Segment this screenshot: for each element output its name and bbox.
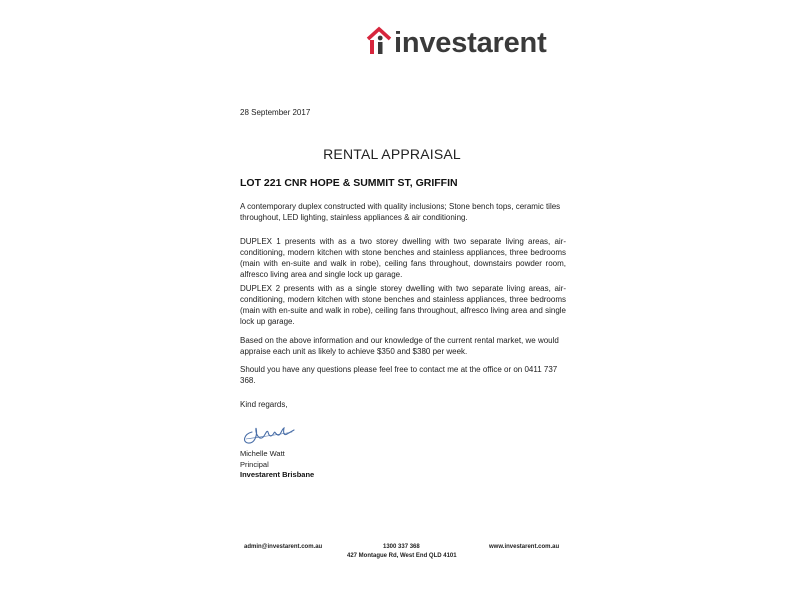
footer-website: www.investarent.com.au xyxy=(489,544,560,550)
signer-organisation: Investarent Brisbane xyxy=(240,470,315,479)
paragraph-intro: A contemporary duplex constructed with quality inclusions; Stone bench tops, ceramic tiles throughout, LED lighting, stainless appliances & air conditioning. xyxy=(240,202,561,222)
document-heading xyxy=(0,146,800,162)
handwritten-signature xyxy=(238,418,298,448)
signer-name: Michelle Watt xyxy=(240,449,285,458)
paragraph-duplex-2: DUPLEX 2 presents with as a single storey dwelling with two separate living areas, air-conditioning, modern kitchen with stone benches and stainless appliances, three bedrooms (main with en-suite and walk in robe), ceiling fans throughout, alfresco living area and single lock up garage. xyxy=(240,284,566,326)
letter-date: 28 September 2017 xyxy=(240,108,311,117)
heading-text: RENTAL APPRAISAL xyxy=(323,146,461,162)
signer-block xyxy=(240,449,314,481)
closing-salutation: Kind regards, xyxy=(240,400,288,409)
footer-address: 427 Montague Rd, West End QLD 4101 xyxy=(347,553,457,559)
paragraph-appraisal: Based on the above information and our knowledge of the current rental market, we would appraise each unit as likely to achieve $350 and $380 per week. xyxy=(240,336,559,356)
house-logo-icon xyxy=(366,26,392,56)
signer-title: Principal xyxy=(240,459,269,469)
paragraph-contact: Should you have any questions please feel free to contact me at the office or on 0411 737 368. xyxy=(240,365,558,385)
footer-email: admin@investarent.com.au xyxy=(244,544,323,550)
footer-phone: 1300 337 368 xyxy=(383,544,420,550)
logo-wordmark: investarent xyxy=(394,27,547,59)
property-address: LOT 221 CNR HOPE & SUMMIT ST, GRIFFIN xyxy=(240,177,458,189)
investarent-logo xyxy=(366,18,566,58)
paragraph-duplex-1: DUPLEX 1 presents with as a two storey dwelling with two separate living areas, air-conditioning, modern kitchen with stone benches and stainless appliances, three bedrooms (main with en-suite and walk in robe), ceiling fans throughout, downstairs powder room, alfresco living area and single lock up garage. xyxy=(240,237,566,279)
